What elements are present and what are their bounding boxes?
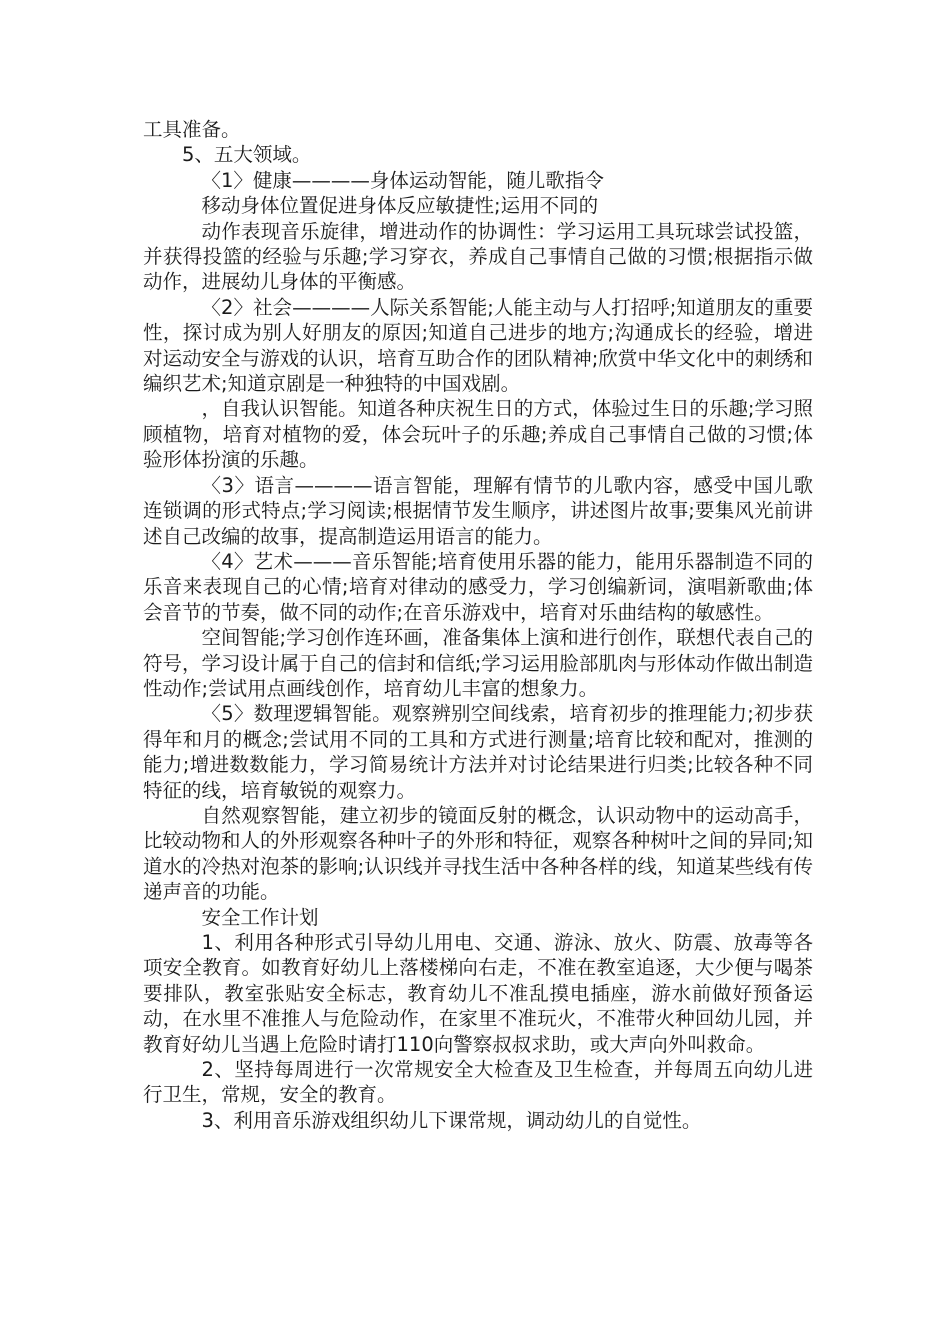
paragraph-health-title: 〈1〉健康————身体运动智能，随儿歌指令 [201, 168, 604, 192]
paragraph-health-body: 动作表现音乐旋律，增进动作的协调性：学习运用工具玩球尝试投篮，并获得投篮的经验与乐趣;学习穿衣，养成自己事情自己做的习惯;根据指示做动作，进展幼儿身体的平衡感。 [143, 219, 813, 294]
paragraph-spatial: 空间智能;学习创作连环画，准备集体上演和进行创作，联想代表自己的符号，学习设计属于自己的信封和信纸;学习运用脸部肌肉与形体动作做出制造性动作;尝试用点画线创作，培育幼儿丰富的想象力。 [143, 626, 813, 700]
paragraph-social: 〈2〉社会————人际关系智能;人能主动与人打招呼;知道朋友的重要性，探讨成为别人好朋友的原因;知道自己进步的地方;沟通成长的经验，增进对运动安全与游戏的认识，培育互助合作的团队精神;欣赏中华文化中的刺绣和编织艺术;知道京剧是一种独特的中国戏剧。 [143, 295, 813, 396]
paragraph-safety-2: 2、坚持每周进行一次常规安全大检查及卫生检查，并每周五向幼儿进行卫生，常规，安全的教育。 [143, 1058, 813, 1107]
paragraph-safety-3: 3、利用音乐游戏组织幼儿下课常规，调动幼儿的自觉性。 [201, 1108, 702, 1132]
paragraph-tools-ready: 工具准备。 [143, 118, 241, 141]
document-body [143, 117, 813, 1133]
paragraph-logic: 〈5〉数理逻辑智能。观察辨别空间线索，培育初步的推理能力;初步获得年和月的概念;尝试用不同的工具和方式进行测量;培育比较和配对，推测的能力;增进数数能力，学习简易统计方法并对讨论结果进行归类;比较各种不同特征的线，培育敏锐的观察力。 [143, 702, 813, 802]
paragraph-safety-1: 1、利用各种形式引导幼儿用电、交通、游泳、放火、防震、放毒等各项安全教育。如教育好幼儿上落楼梯向右走，不准在教室追逐，大少便与喝茶要排队，教室张贴安全标志，教育幼儿不准乱摸电插座，游水前做好预备运动，在水里不准推人与危险动作，在家里不准玩火，不准带火种回幼儿园，并教育好幼儿当遇上危险时请打110向警察叔叔求助，或大声向外叫救命。 [143, 931, 813, 1056]
paragraph-health-line2: 移动身体位置促进身体反应敏捷性;运用不同的 [201, 194, 599, 218]
heading-five-domains: 5、五大领域。 [182, 143, 312, 167]
paragraph-self-awareness: ，自我认识智能。知道各种庆祝生日的方式，体验过生日的乐趣;学习照顾植物，培育对植物的爱，体会玩叶子的乐趣;养成自己事情自己做的习惯;体验形体扮演的乐趣。 [143, 397, 813, 472]
heading-safety-plan: 安全工作计划 [201, 905, 319, 929]
paragraph-nature: 自然观察智能，建立初步的镜面反射的概念，认识动物中的运动高手，比较动物和人的外形观察各种叶子的外形和特征，观察各种树叶之间的异同;知道水的冷热对泡茶的影响;认识线并寻找生活中各种各样的线，知道某些线有传递声音的功能。 [143, 803, 813, 904]
paragraph-language: 〈3〉语言————语言智能，理解有情节的儿歌内容，感受中国儿歌连锁调的形式特点;学习阅读;根据情节发生顺序，讲述图片故事;要集风光前讲述自己改编的故事，提高制造运用语言的能力。 [143, 473, 813, 548]
paragraph-art: 〈4〉艺术———音乐智能;培育使用乐器的能力，能用乐器制造不同的乐音来表现自己的心情;培育对律动的感受力，学习创编新词，演唱新歌曲;体会音节的节奏，做不同的动作;在音乐游戏中，培育对乐曲结构的敏感性。 [143, 549, 813, 624]
